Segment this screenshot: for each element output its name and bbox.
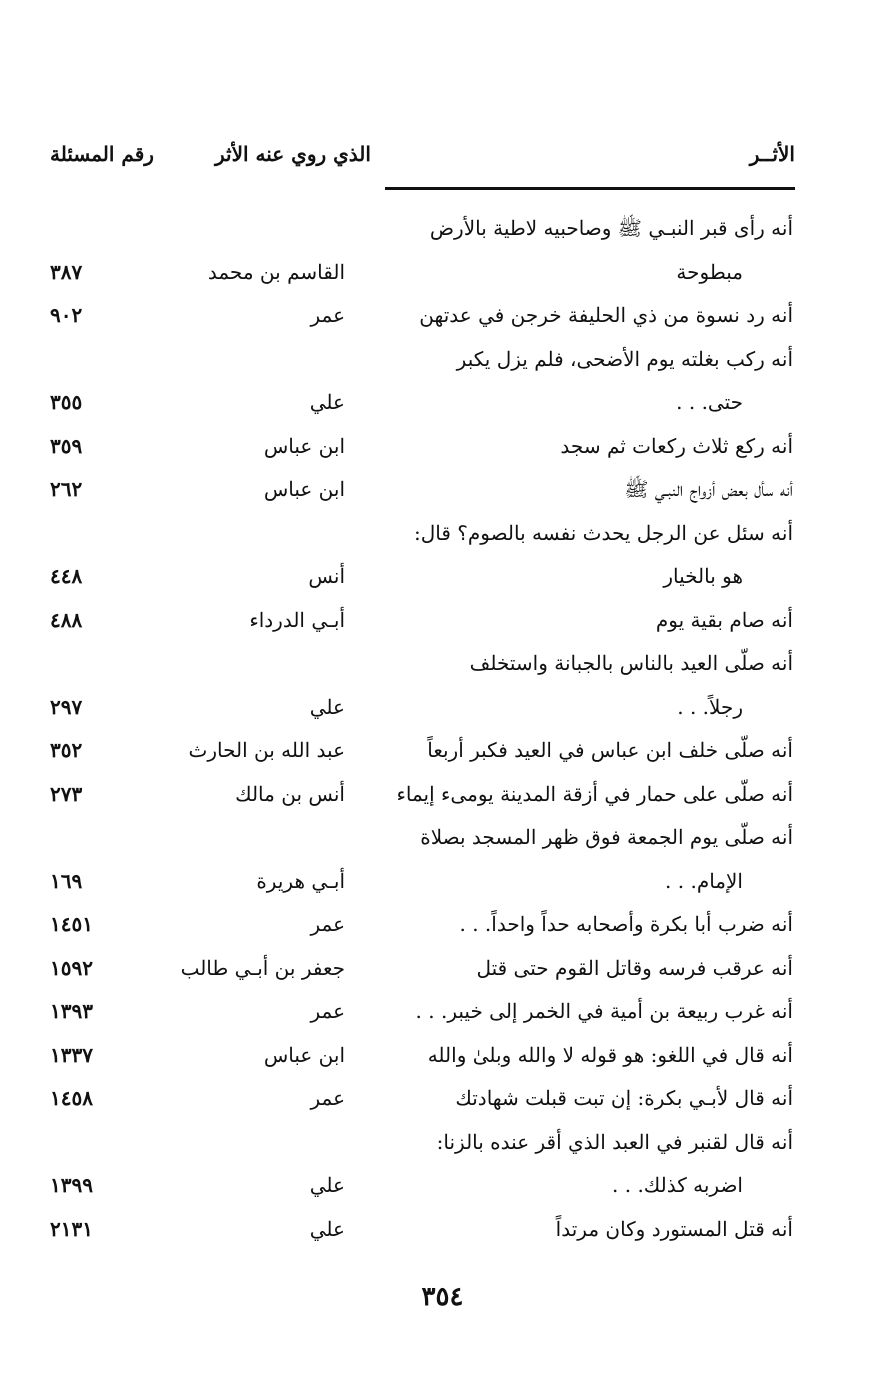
table-row [0,341,885,385]
table-row [0,254,885,298]
issue-number: ١٣٣٧ [50,1042,93,1067]
table-row [0,471,885,515]
table-row [0,863,885,907]
table-row [0,732,885,776]
narrator-column-heading: الذي روي عنه الأثر [215,142,371,166]
table-row [0,645,885,689]
issue-number: ١٥٩٢ [50,955,93,980]
athar-text: أنه رد نسوة من ذي الحليفة خرجن في عدتهن [419,303,793,327]
issue-number: ٣٥٢ [50,738,83,762]
table-row [0,210,885,254]
issue-number: ١٣٩٣ [50,999,93,1023]
narrator: أبـي هريرة [256,868,345,893]
athar-text: أنه قال لقنبر في العبد الذي أقر عنده بالزنا: [436,1129,793,1154]
table-row [0,1124,885,1168]
athar-text: أنه رأى قبر النبـي ﷺ وصاحبيه لاطية بالأرض [429,216,793,240]
athar-text: أنه صام بقية يوم [655,607,793,632]
narrator: علي [309,390,345,414]
issue-number: ٢٩٧ [50,694,83,719]
issue-number: ٩٠٢ [50,303,83,327]
table-row [0,689,885,733]
page-number: ٣٥٤ [421,1282,464,1312]
table-row [0,515,885,559]
narrator: ابن عباس [263,477,345,501]
issue-number: ٢٦٢ [50,477,83,501]
narrator: علي [309,694,345,719]
table-row [0,428,885,472]
athar-text: أنه سئل عن الرجل يحدث نفسه بالصوم؟ قال: [413,520,793,545]
table-row [0,1080,885,1124]
table-row [0,384,885,428]
narrator: أنس [308,564,345,588]
table-row [0,993,885,1037]
athar-text: أنه قال في اللغو: هو قوله لا والله وبلىٰ والله [427,1042,793,1067]
issue-number: ٢٧٣ [50,781,83,806]
narrator: علي [309,1216,345,1241]
athar-column-heading: الأثــر [749,142,795,166]
athar-text: أنه غرب ربيعة بن أمية في الخمر إلى خيبر. . . [415,999,793,1023]
table-row [0,819,885,863]
narrator: عمر [310,1086,345,1110]
athar-text: أنه صلّى على حمار في أزقة المدينة يومىء إيماء [396,781,793,806]
athar-text: أنه سأل بعض أزواج النبـي ﷺ [624,477,793,501]
issue-number: ٤٨٨ [50,607,83,632]
table-row [0,950,885,994]
issue-number: ١٤٥١ [50,912,93,936]
table-row [0,1037,885,1081]
issue-number: ٤٤٨ [50,564,83,588]
header-rule [385,187,795,190]
narrator: عبد الله بن الحارث [188,738,345,762]
issue-number: ٣٥٥ [50,390,83,414]
table-row [0,297,885,341]
athar-text: أنه ضرب أبا بكرة وأصحابه حداً واحداً. . . [459,912,793,936]
table-row [0,558,885,602]
narrator: ابن عباس [263,1042,345,1067]
athar-text: أنه ركب بغلته يوم الأضحى، فلم يزل يكبر [456,346,793,371]
column-header [40,138,795,178]
narrator: علي [309,1173,345,1197]
athar-text: أنه قتل المستورد وكان مرتداً [555,1216,793,1241]
narrator: القاسم بن محمد [207,259,345,284]
narrator: عمر [310,303,345,327]
athar-text: اضربه كذلك. . . [612,1173,743,1197]
index-table [0,210,885,1254]
athar-text: مبطوحة [676,259,743,284]
athar-text: أنه صلّى يوم الجمعة فوق ظهر المسجد بصلاة [420,825,793,849]
issue-number: ٣٥٩ [50,433,83,458]
issue-number: ٣٨٧ [50,259,83,284]
athar-text: حتى. . . [676,390,743,414]
issue-number: ١٣٩٩ [50,1173,93,1197]
table-row [0,1167,885,1211]
athar-text: أنه ركع ثلاث ركعات ثم سجد [560,433,793,458]
issue-number: ٢١٣١ [50,1216,93,1241]
athar-text: الإمام. . . [665,868,743,893]
narrator: أبـي الدرداء [249,607,345,632]
table-row [0,906,885,950]
athar-text: أنه عرقب فرسه وقاتل القوم حتى قتل [476,955,793,980]
table-row [0,602,885,646]
table-row [0,1211,885,1255]
table-row [0,776,885,820]
narrator: أنس بن مالك [235,781,345,806]
narrator: عمر [310,999,345,1023]
issue-number: ١٦٩ [50,868,83,893]
athar-text: هو بالخيار [663,564,743,588]
narrator: عمر [310,912,345,936]
athar-text: أنه صلّى خلف ابن عباس في العيد فكبر أربعاً [427,738,793,762]
number-column-heading: رقم المسئلة [50,142,154,166]
athar-text: أنه صلّى العيد بالناس بالجبانة واستخلف [469,651,793,675]
issue-number: ١٤٥٨ [50,1086,93,1110]
narrator: جعفر بن أبـي طالب [180,955,345,980]
athar-text: رجلاً. . . [677,694,743,719]
narrator: ابن عباس [263,433,345,458]
athar-text: أنه قال لأبـي بكرة: إن تبت قبلت شهادتك [455,1086,793,1110]
